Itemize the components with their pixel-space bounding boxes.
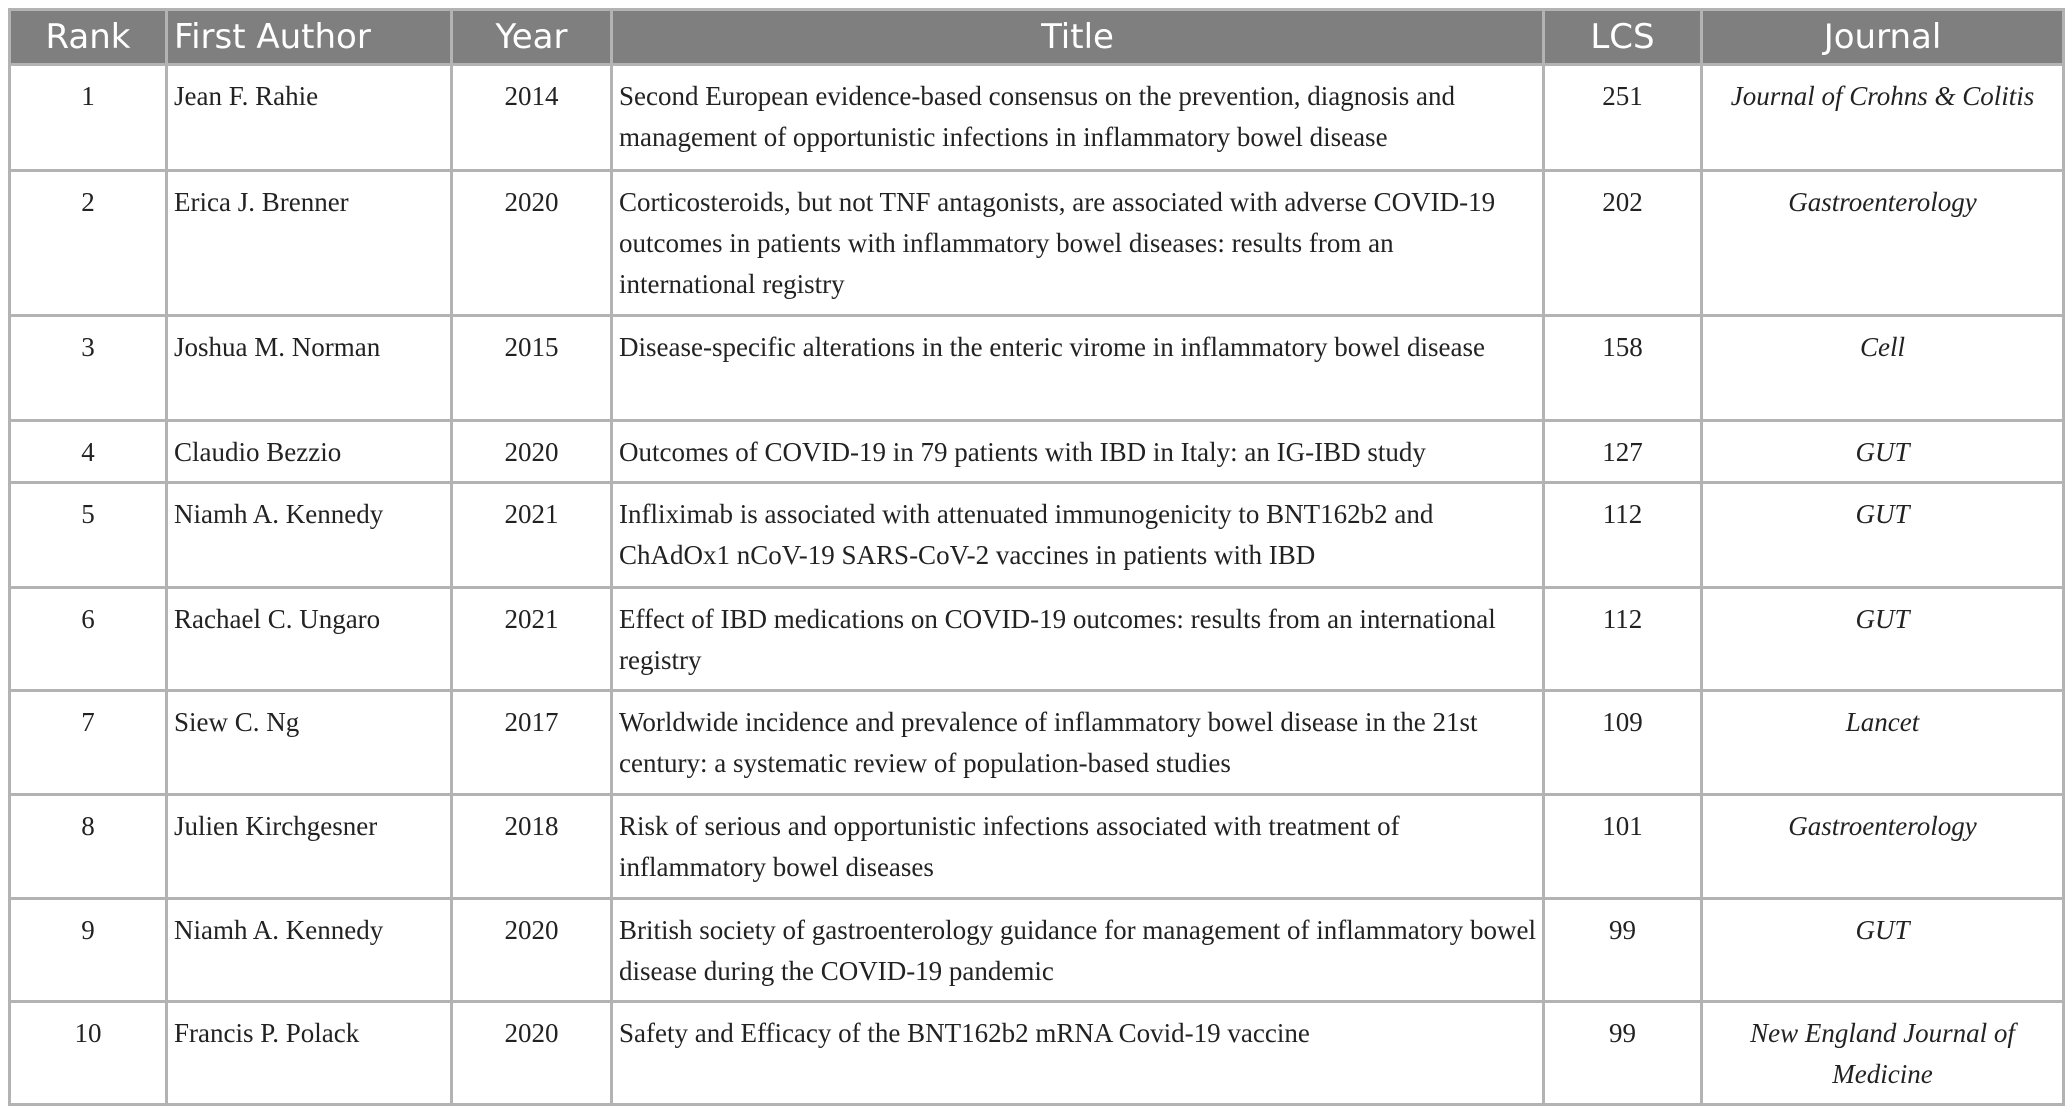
lcs-cell: 127 <box>1544 421 1702 483</box>
journal-cell: GUT <box>1702 588 2064 691</box>
header-first-author: First Author <box>167 10 452 65</box>
year-cell: 2020 <box>452 171 612 316</box>
title-cell: Outcomes of COVID-19 in 79 patients with IBD in Italy: an IG-IBD study <box>612 421 1544 483</box>
rank-cell: 9 <box>10 899 167 1002</box>
rank-cell: 5 <box>10 483 167 588</box>
author-cell: Niamh A. Kennedy <box>167 899 452 1002</box>
title-cell: Infliximab is associated with attenuated immunogenicity to BNT162b2 and ChAdOx1 nCoV-19 SARS-CoV-2 vaccines in patients with IBD <box>612 483 1544 588</box>
rank-cell: 1 <box>10 65 167 171</box>
lcs-cell: 112 <box>1544 483 1702 588</box>
author-cell: Rachael C. Ungaro <box>167 588 452 691</box>
author-cell: Erica J. Brenner <box>167 171 452 316</box>
table-row <box>10 795 2064 899</box>
title-cell: Worldwide incidence and prevalence of inflammatory bowel disease in the 21st century: a systematic review of population-based studies <box>612 691 1544 795</box>
table-row <box>10 483 2064 588</box>
header-title: Title <box>612 10 1544 65</box>
author-cell: Jean F. Rahie <box>167 65 452 171</box>
rank-cell: 2 <box>10 171 167 316</box>
year-cell: 2021 <box>452 483 612 588</box>
lcs-cell: 99 <box>1544 899 1702 1002</box>
table-row <box>10 1002 2064 1105</box>
journal-cell: Gastroenterology <box>1702 171 2064 316</box>
journal-cell: Lancet <box>1702 691 2064 795</box>
author-cell: Francis P. Polack <box>167 1002 452 1105</box>
journal-cell: GUT <box>1702 899 2064 1002</box>
lcs-cell: 251 <box>1544 65 1702 171</box>
lcs-cell: 99 <box>1544 1002 1702 1105</box>
year-cell: 2021 <box>452 588 612 691</box>
rank-cell: 7 <box>10 691 167 795</box>
journal-cell: Cell <box>1702 316 2064 421</box>
header-lcs: LCS <box>1544 10 1702 65</box>
lcs-cell: 112 <box>1544 588 1702 691</box>
title-cell: Effect of IBD medications on COVID-19 outcomes: results from an international registry <box>612 588 1544 691</box>
year-cell: 2020 <box>452 421 612 483</box>
table-row <box>10 899 2064 1002</box>
journal-cell: GUT <box>1702 421 2064 483</box>
table-row <box>10 691 2064 795</box>
year-cell: 2018 <box>452 795 612 899</box>
title-cell: British society of gastroenterology guidance for management of inflammatory bowel disease during the COVID-19 pandemic <box>612 899 1544 1002</box>
author-cell: Joshua M. Norman <box>167 316 452 421</box>
title-cell: Disease-specific alterations in the enteric virome in inflammatory bowel disease <box>612 316 1544 421</box>
year-cell: 2020 <box>452 899 612 1002</box>
header-rank: Rank <box>10 10 167 65</box>
title-cell: Second European evidence-based consensus on the prevention, diagnosis and management of opportunistic infections in inflammatory bowel disease <box>612 65 1544 171</box>
lcs-cell: 158 <box>1544 316 1702 421</box>
header-row <box>10 10 2064 65</box>
lcs-cell: 202 <box>1544 171 1702 316</box>
journal-cell: New England Journal of Medicine <box>1702 1002 2064 1105</box>
table-row <box>10 316 2064 421</box>
table-row <box>10 421 2064 483</box>
rank-cell: 3 <box>10 316 167 421</box>
journal-cell: Gastroenterology <box>1702 795 2064 899</box>
lcs-cell: 109 <box>1544 691 1702 795</box>
rank-cell: 10 <box>10 1002 167 1105</box>
table-row <box>10 65 2064 171</box>
rank-cell: 6 <box>10 588 167 691</box>
author-cell: Siew C. Ng <box>167 691 452 795</box>
year-cell: 2020 <box>452 1002 612 1105</box>
year-cell: 2017 <box>452 691 612 795</box>
title-cell: Safety and Efficacy of the BNT162b2 mRNA Covid-19 vaccine <box>612 1002 1544 1105</box>
header-year: Year <box>452 10 612 65</box>
header-journal: Journal <box>1702 10 2064 65</box>
rank-cell: 4 <box>10 421 167 483</box>
table-row <box>10 171 2064 316</box>
author-cell: Claudio Bezzio <box>167 421 452 483</box>
table-row <box>10 588 2064 691</box>
author-cell: Niamh A. Kennedy <box>167 483 452 588</box>
rank-cell: 8 <box>10 795 167 899</box>
journal-cell: Journal of Crohns & Colitis <box>1702 65 2064 171</box>
journal-cell: GUT <box>1702 483 2064 588</box>
title-cell: Risk of serious and opportunistic infections associated with treatment of inflammatory bowel diseases <box>612 795 1544 899</box>
year-cell: 2014 <box>452 65 612 171</box>
year-cell: 2015 <box>452 316 612 421</box>
citations-table <box>8 8 2065 1106</box>
title-cell: Corticosteroids, but not TNF antagonists, are associated with adverse COVID-19 outcomes in patients with inflammatory bowel diseases: results from an international registry <box>612 171 1544 316</box>
author-cell: Julien Kirchgesner <box>167 795 452 899</box>
lcs-cell: 101 <box>1544 795 1702 899</box>
